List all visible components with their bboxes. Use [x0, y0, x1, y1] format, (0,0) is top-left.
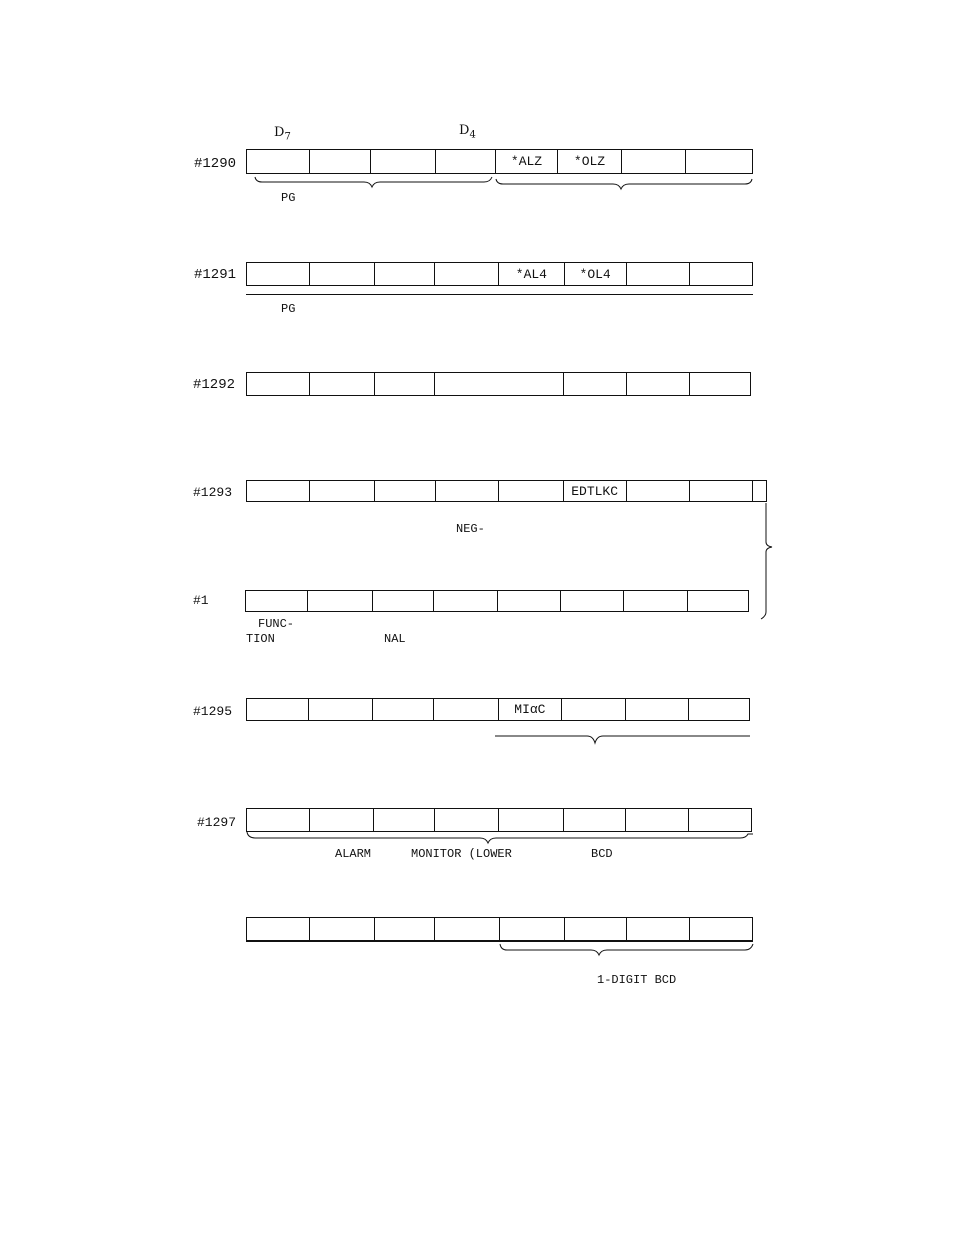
- register-label: MONITOR (LOWER: [411, 847, 512, 861]
- register-id: #1290: [194, 156, 237, 172]
- side-bracket-box: [752, 480, 767, 502]
- register-label: PG: [281, 302, 296, 316]
- register-label: ALARM: [335, 847, 372, 861]
- bit-cell: [622, 150, 686, 173]
- bit-cell: MIαC: [499, 699, 562, 720]
- bit-cell: [688, 591, 748, 611]
- bit-cell: [435, 373, 563, 395]
- register-id: #1292: [193, 377, 236, 393]
- register-1293-row: [246, 480, 753, 502]
- bit-cell: [310, 373, 375, 395]
- bit-cell: [310, 809, 374, 831]
- register-label: 1-DIGIT BCD: [597, 973, 677, 987]
- bit-cell: [435, 918, 500, 940]
- bit-cell: [499, 481, 564, 501]
- bit-cell: [627, 263, 691, 285]
- register-1291-row: [246, 262, 753, 286]
- bit-cell: [375, 263, 436, 285]
- register-id: #1293: [193, 485, 233, 500]
- bit-cell: [564, 809, 626, 831]
- bit-cell: *ALZ: [496, 150, 558, 173]
- bit-cell: [435, 809, 499, 831]
- bit-cell: [375, 481, 437, 501]
- bit-cell: [564, 373, 627, 395]
- register-label: NEG-: [456, 522, 485, 536]
- bit-cell: [627, 481, 691, 501]
- bit-cell: [375, 918, 436, 940]
- bit-cell: [310, 150, 371, 173]
- bit-d4-label: $D_4$: [459, 123, 476, 141]
- register-label: TION: [246, 632, 275, 646]
- bit-cell: [246, 591, 308, 611]
- bit-cell: [561, 591, 624, 611]
- register-id: #1291: [194, 267, 237, 283]
- bit-cell: *AL4: [499, 263, 565, 285]
- bit-cell: [562, 699, 626, 720]
- register-label: PG: [281, 191, 296, 205]
- register-1295-row: [246, 698, 750, 721]
- register-last-row: [246, 917, 753, 941]
- bit-cell: [373, 699, 435, 720]
- bit-cell: [375, 373, 436, 395]
- bit-cell: [565, 918, 627, 940]
- bit-cell: [373, 591, 435, 611]
- bit-cell: [624, 591, 689, 611]
- bit-cell: *OLZ: [558, 150, 622, 173]
- register-label: NAL: [384, 632, 406, 646]
- register-1292-row: [246, 372, 751, 396]
- bit-cell: [690, 263, 752, 285]
- register-id: #1: [193, 593, 209, 608]
- brace-left-group: [254, 176, 494, 190]
- bit-cell: [690, 373, 750, 395]
- side-brace-right: [760, 502, 776, 620]
- bit-cell: [247, 809, 310, 831]
- register-id: #1295: [193, 704, 233, 719]
- bit-d7-label: $D_7$: [274, 125, 291, 143]
- register-bottom-rule: [246, 294, 753, 295]
- brace-1297-full: [246, 832, 754, 846]
- bit-cell: [247, 150, 310, 173]
- bit-cell: *OL4: [565, 263, 627, 285]
- bit-cell: [435, 263, 499, 285]
- bit-cell: [689, 699, 749, 720]
- bit-cell: [686, 150, 752, 173]
- bit-cell: [247, 918, 310, 940]
- bit-cell: [247, 699, 309, 720]
- bit-cell: [310, 263, 375, 285]
- brace-last-right-group: [499, 944, 755, 958]
- bit-cell: [308, 591, 373, 611]
- bit-cell: [626, 699, 690, 720]
- bit-cell: [436, 150, 496, 173]
- register-label: FUNC-: [258, 617, 295, 631]
- brace-right-group: [495, 178, 753, 192]
- brace-1295-right-group: [495, 735, 751, 747]
- bit-cell: [436, 481, 499, 501]
- bit-cell: [690, 481, 752, 501]
- bit-cell: [310, 918, 375, 940]
- bit-cell: [689, 809, 751, 831]
- bit-cell: [627, 918, 691, 940]
- bit-cell: [247, 373, 310, 395]
- bit-cell: [310, 481, 375, 501]
- bit-cell: [434, 591, 498, 611]
- bit-cell: [247, 481, 310, 501]
- bit-cell: [247, 263, 310, 285]
- register-label: BCD: [591, 847, 613, 861]
- register-id: #1297: [197, 815, 237, 830]
- bit-cell: [374, 809, 436, 831]
- bit-cell: [690, 918, 752, 940]
- bit-cell: [371, 150, 436, 173]
- bit-cell: [626, 809, 690, 831]
- bit-cell: [498, 591, 561, 611]
- bit-cell: [499, 809, 564, 831]
- bit-cell: [627, 373, 691, 395]
- bit-cell: EDTLKC: [564, 481, 627, 501]
- register-1297-row: [246, 808, 752, 832]
- bit-cell: [500, 918, 565, 940]
- register-1294-row: [245, 590, 749, 612]
- bit-cell: [434, 699, 499, 720]
- register-bottom-rule: [246, 941, 753, 942]
- bit-cell: [309, 699, 373, 720]
- register-1290-row: [246, 150, 753, 174]
